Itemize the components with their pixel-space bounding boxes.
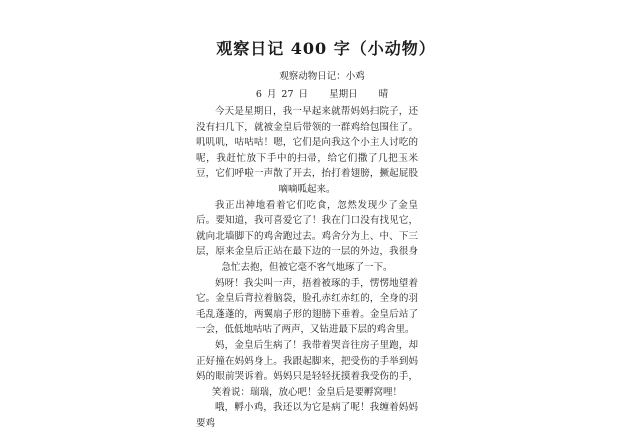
- paragraph: 妈，金皇后生病了！我带着哭音往房子里跑，却正好撞在妈妈身上。我跟起脚来，把受伤的手举到妈妈的眼前哭诉着。妈妈只是轻轻抚摸着我受伤的手，笑着说：瑞瑞，放心吧！金皇后是要孵窝哩！: [196, 339, 418, 398]
- date-line: [22, 86, 622, 100]
- paragraph: 妈呀！我尖叫一声，捂着被琢的手，愣愣地望着它。金皇后背拉着脑袋，脸孔赤红赤红的，全身的羽毛乱蓬蓬的，两翼扇子形的翅膀下垂着。金皇后站了一会，低低地咕咕了两声，又钻进最下层的鸡舍里。: [196, 277, 418, 336]
- date-text: 6 月 27 日: [255, 89, 309, 100]
- paragraph: 我正出神地看着它们吃食，忽然发现少了金皇后。要知道，我可喜爱它了！我在门口没有找见它，就向北墙脚下的鸡舍跑过去。鸡舍分为上、中、下三层，原来金皇后正站在最下边的一层的外边，我很身急忙去抱，但被它毫不客气地琢了一下。: [196, 199, 418, 273]
- paragraph: 哦，孵小鸡，我还以为它是病了呢！我缠着妈妈要鸡: [196, 402, 418, 429]
- weekday-text: 星期日: [329, 89, 358, 100]
- article-body: [196, 104, 418, 431]
- paragraph: 今天是星期日，我一早起来就帮妈妈扫院子，还没有扫几下，就被金皇后带领的一群鸡给包围住了。叽叽叽，咕咕咕！嗯，它们是向我这个小主人讨吃的呢，我赶忙放下手中的扫帚，给它们撒了几把玉米豆，它们呼啦一声散了开去，抬打着翅膀，撅起屁股嘀嘀呱起来。: [196, 106, 418, 195]
- document-title: 观察日记 400 字（小动物）: [216, 39, 436, 58]
- document-subtitle: 观察动物日记：小鸡: [279, 71, 365, 82]
- weather-text: 晴: [378, 89, 389, 100]
